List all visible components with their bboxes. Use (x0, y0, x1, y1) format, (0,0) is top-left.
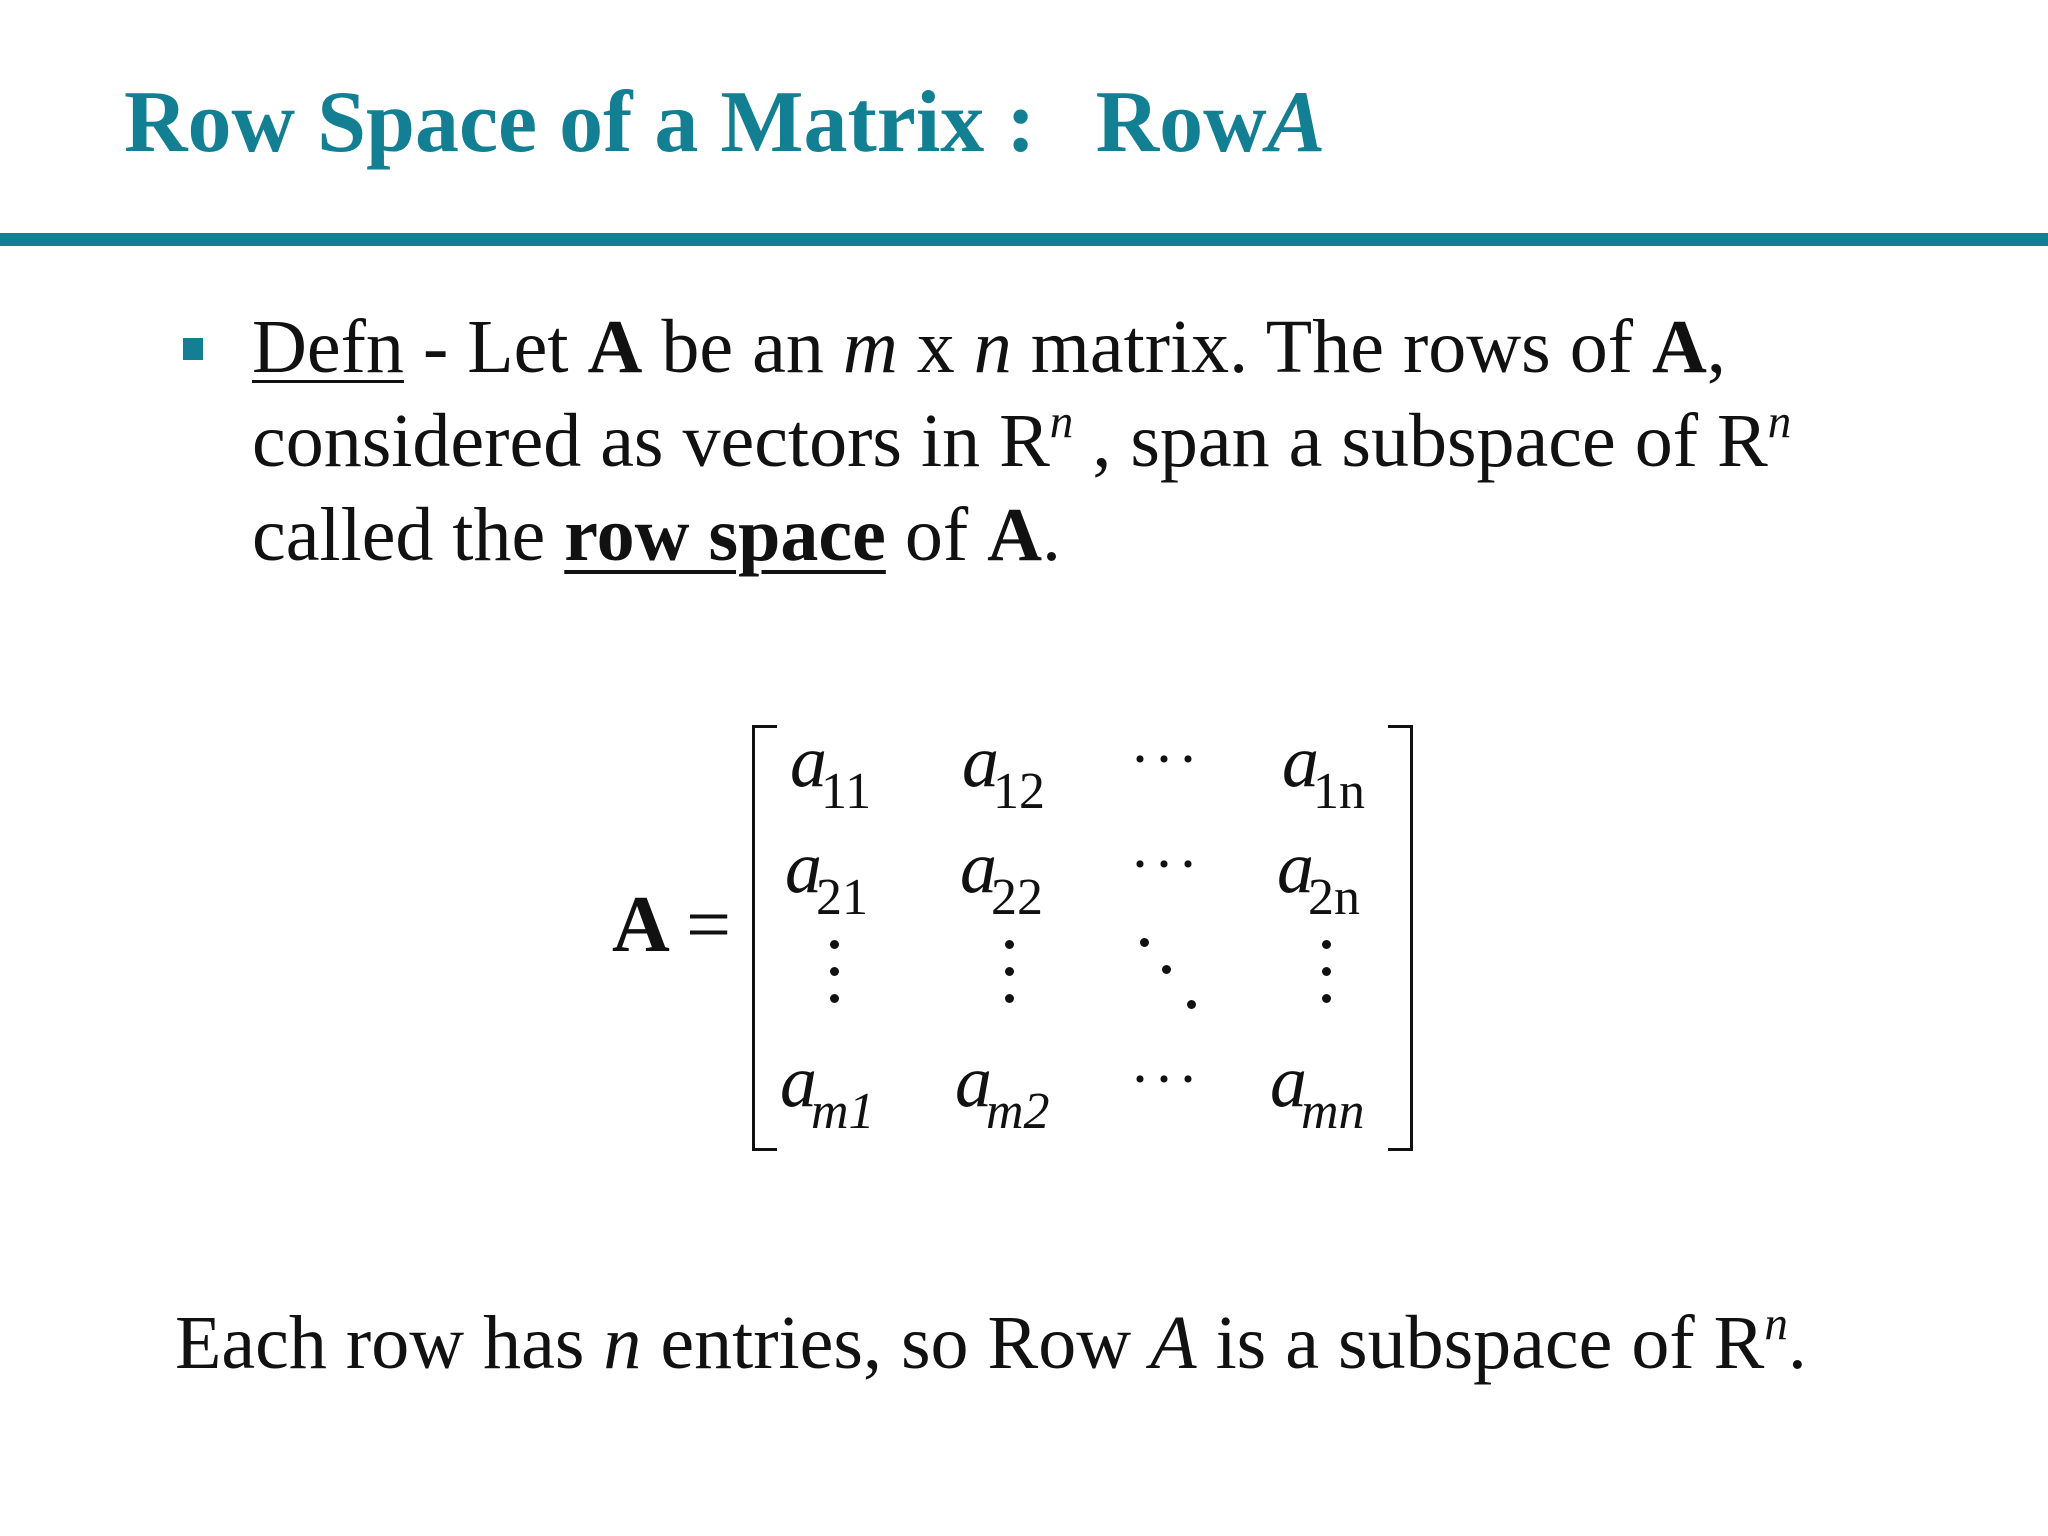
defn-text: . (1042, 493, 1062, 577)
definition-paragraph (252, 300, 1952, 582)
matrix-hdots: ··· (1130, 831, 1202, 897)
slide-title (124, 72, 1325, 173)
defn-text: considered as vectors in R (252, 399, 1050, 483)
matrix-entry: $a_{11}$ (790, 721, 872, 820)
defn-text: x (897, 305, 974, 389)
title-divider (0, 233, 2048, 246)
defn-bold-a: A (987, 493, 1043, 577)
defn-var-m: m (842, 305, 898, 389)
defn-bold-a: A (587, 305, 643, 389)
defn-bold-a: A (1652, 305, 1707, 389)
defn-text: - Let (403, 305, 588, 389)
defn-term-row-space: row space (564, 493, 886, 577)
matrix-equals: = (686, 881, 732, 969)
defn-sup-n: n (1049, 396, 1074, 449)
title-row-word: Row (1095, 74, 1267, 171)
matrix-vdots (1005, 940, 1015, 1021)
defn-text: , span a subspace of R (1073, 399, 1768, 483)
title-main: Row Space of a Matrix : (124, 74, 1036, 171)
defn-text: , (1706, 305, 1726, 389)
defn-label: Defn (252, 305, 404, 389)
footer-text: is a subspace of R (1196, 1301, 1765, 1385)
matrix-left-bracket (752, 725, 777, 1151)
footer-var-a: A (1150, 1301, 1197, 1385)
matrix-ddots (1135, 938, 1205, 1008)
matrix-right-bracket (1388, 725, 1413, 1151)
matrix-entry: $a_{m2}$ (955, 1041, 1050, 1140)
defn-var-n: n (973, 305, 1012, 389)
matrix-entry: $a_{21}$ (785, 827, 868, 926)
title-row-var: A (1266, 74, 1326, 171)
footer-sup-n: n (1764, 1298, 1788, 1351)
matrix-hdots: ··· (1130, 1046, 1202, 1112)
footer-text: . (1787, 1301, 1807, 1385)
matrix-entry: $a_{mn}$ (1270, 1041, 1365, 1140)
bullet-square-icon (183, 338, 203, 360)
matrix-hdots: ··· (1130, 726, 1202, 792)
defn-text: called the (252, 493, 565, 577)
defn-text: matrix. The rows of (1011, 305, 1653, 389)
footer-text: Each row has (175, 1301, 604, 1385)
footer-statement (175, 1300, 1807, 1387)
matrix-entry: $a_{m1}$ (780, 1041, 875, 1140)
defn-text: be an (642, 305, 843, 389)
matrix-entry: $a_{1n}$ (1282, 721, 1365, 820)
defn-text: of (885, 493, 988, 577)
matrix-vdots (830, 940, 840, 1021)
matrix-entry: $a_{22}$ (960, 827, 1043, 926)
defn-sup-n: n (1767, 396, 1792, 449)
footer-text: entries, so Row (641, 1301, 1151, 1385)
matrix-entry: $a_{2n}$ (1277, 827, 1360, 926)
matrix-vdots (1322, 940, 1332, 1021)
matrix-entry: $a_{12}$ (962, 721, 1045, 820)
matrix-label: A (612, 881, 670, 969)
footer-var-n: n (603, 1301, 642, 1385)
